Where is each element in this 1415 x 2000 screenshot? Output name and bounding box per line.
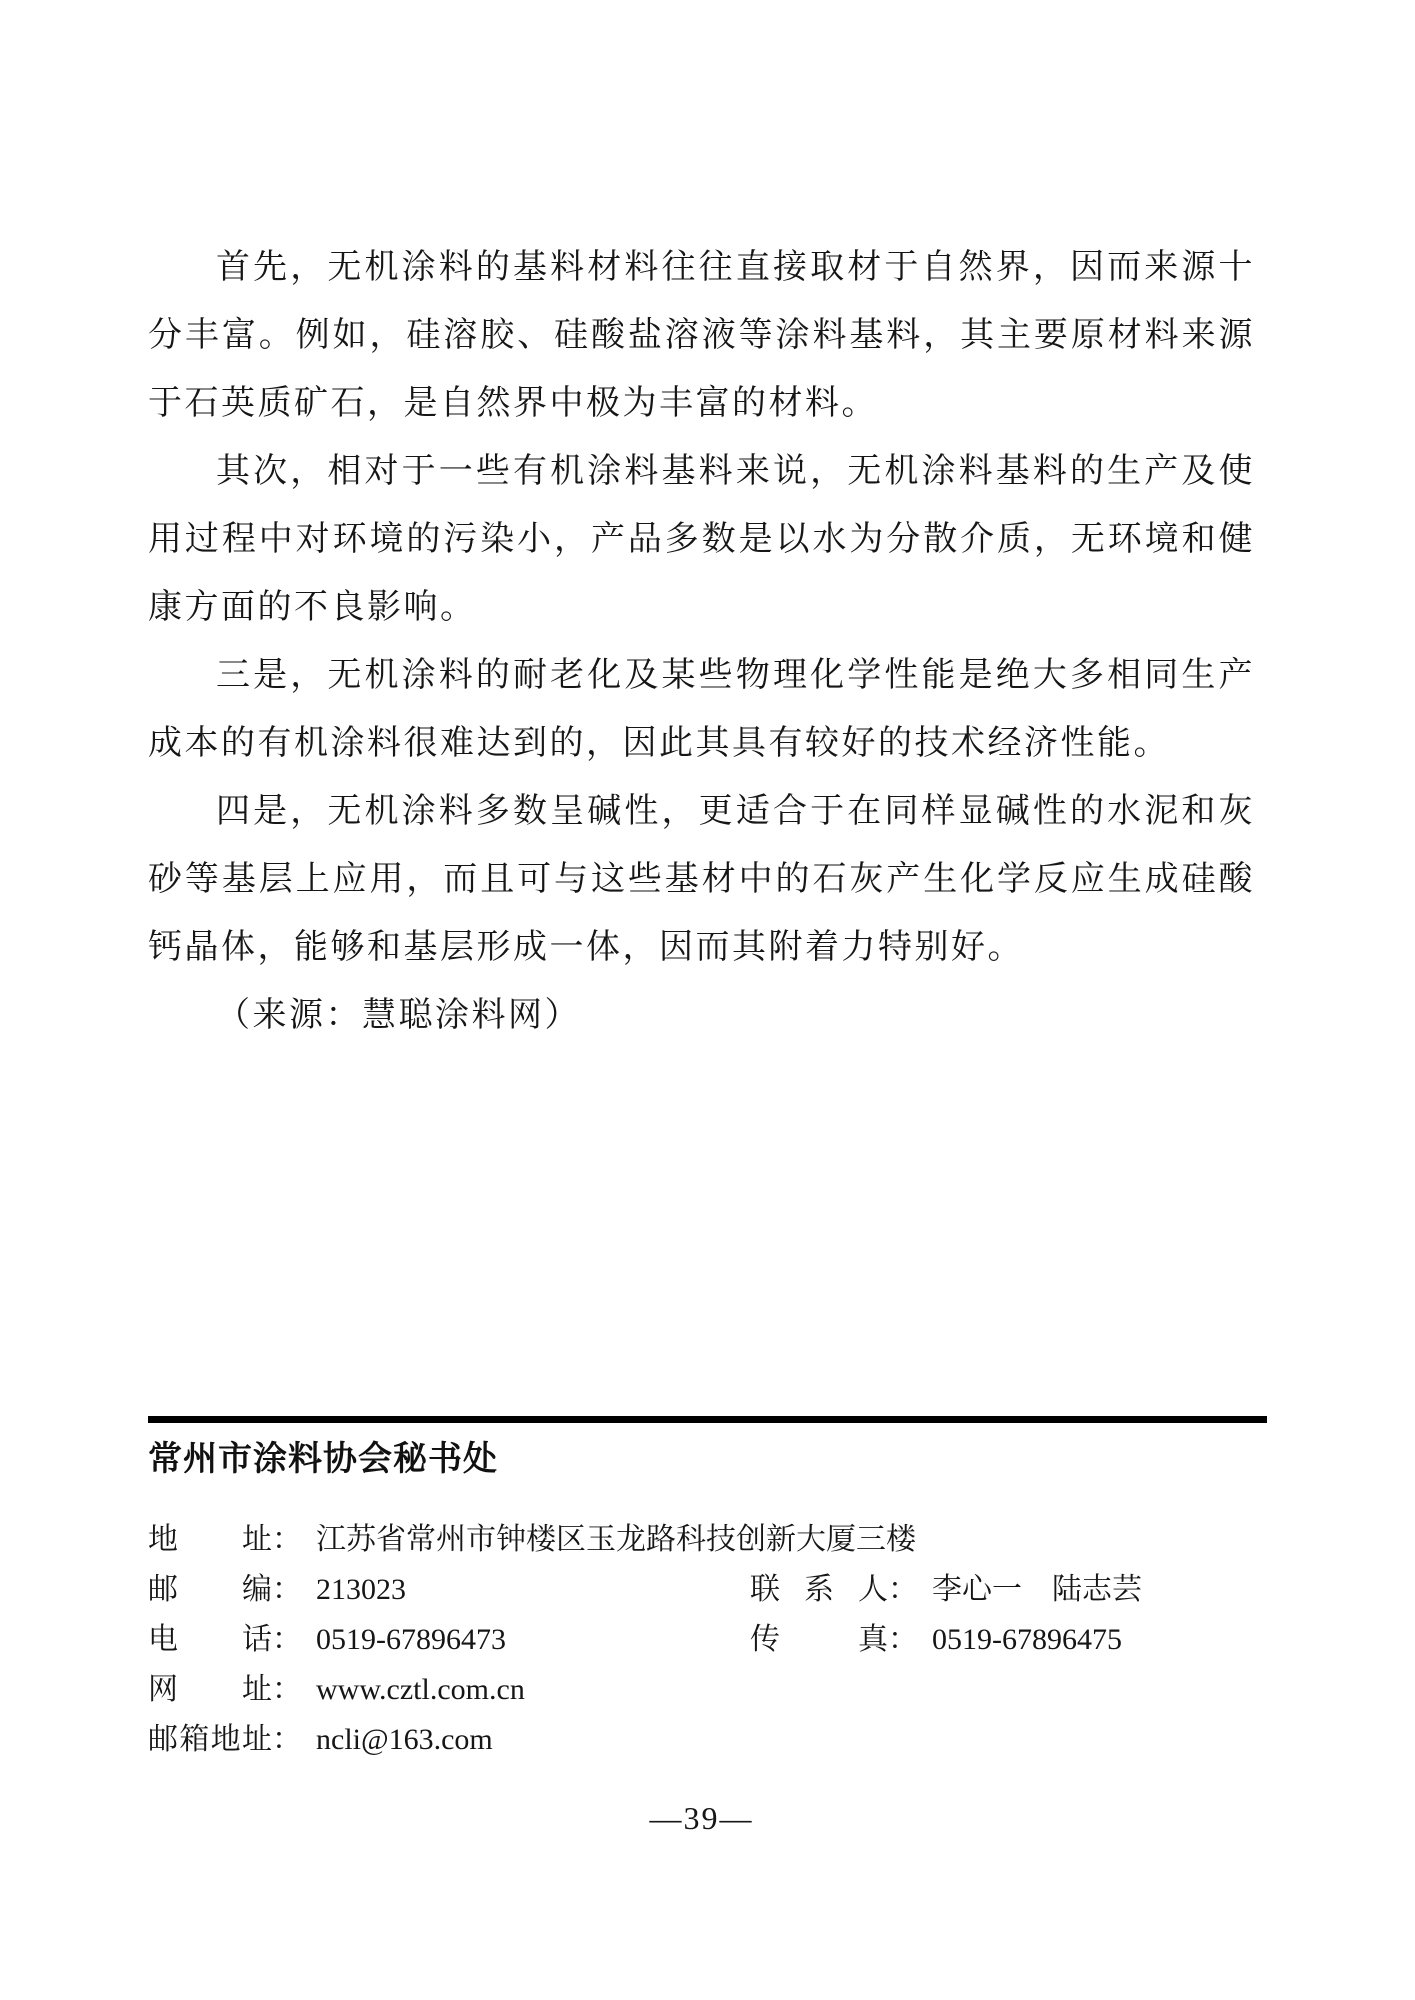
footer-heading: 常州市涂料协会秘书处	[148, 1440, 498, 1478]
body-text	[148, 234, 1255, 1050]
contact-label-phone: 电话	[148, 1623, 272, 1656]
colon: ：	[272, 1573, 302, 1606]
paragraph: 其次，相对于一些有机涂料基料来说，无机涂料基料的生产及使用过程中对环境的污染小，产品多数是以水为分散介质，无环境和健康方面的不良影响。	[148, 453, 1255, 626]
source-attribution: （来源：慧聪涂料网）	[216, 997, 581, 1034]
contact-label-address: 地址	[148, 1523, 272, 1556]
contact-value-website: www.cztl.com.cn	[316, 1673, 525, 1706]
contact-col2-fax	[750, 1615, 1122, 1665]
colon: ：	[888, 1573, 918, 1606]
paragraph: 首先，无机涂料的基料材料往往直接取材于自然界，因而来源十分丰富。例如，硅溶胶、硅酸盐溶液等涂料基料，其主要原材料来源于石英质矿石，是自然界中极为丰富的材料。	[148, 249, 1255, 422]
paragraph: 四是，无机涂料多数呈碱性，更适合于在同样显碱性的水泥和灰砂等基层上应用，而且可与这些基材中的石灰产生化学反应生成硅酸钙晶体，能够和基层形成一体，因而其附着力特别好。	[148, 793, 1255, 966]
contact-label-website: 网址	[148, 1673, 272, 1706]
contact-row-email	[148, 1715, 1267, 1765]
contact-label-email: 邮箱地址	[148, 1723, 272, 1756]
contact-row-address	[148, 1515, 1267, 1565]
contact-value-email: ncli@163.com	[316, 1723, 493, 1756]
colon: ：	[888, 1623, 918, 1656]
contact-label-zipcode: 邮编	[148, 1573, 272, 1606]
contact-value-contact-person: 李心一 陆志芸	[932, 1573, 1142, 1606]
contact-label-fax: 传真	[750, 1623, 888, 1656]
page-number: —39—	[649, 1800, 754, 1836]
colon: ：	[272, 1673, 302, 1706]
contact-rows	[148, 1515, 1267, 1765]
colon: ：	[272, 1523, 302, 1556]
colon: ：	[272, 1723, 302, 1756]
contact-row-phone	[148, 1615, 1267, 1665]
footer-block	[148, 1416, 1267, 1765]
contact-value-zipcode: 213023	[316, 1573, 406, 1606]
contact-row-zipcode	[148, 1565, 1267, 1615]
contact-col2-contact-person	[750, 1565, 1142, 1615]
paragraph: 三是，无机涂料的耐老化及某些物理化学性能是绝大多相同生产成本的有机涂料很难达到的，因此其具有较好的技术经济性能。	[148, 657, 1255, 762]
footer-divider	[148, 1416, 1267, 1423]
contact-label-contact-person: 联系人	[750, 1573, 888, 1606]
contact-value-fax: 0519-67896475	[932, 1623, 1122, 1656]
contact-value-address: 江苏省常州市钟楼区玉龙路科技创新大厦三楼	[316, 1523, 916, 1556]
contact-value-phone: 0519-67896473	[316, 1623, 506, 1656]
contact-row-website	[148, 1665, 1267, 1715]
colon: ：	[272, 1623, 302, 1656]
